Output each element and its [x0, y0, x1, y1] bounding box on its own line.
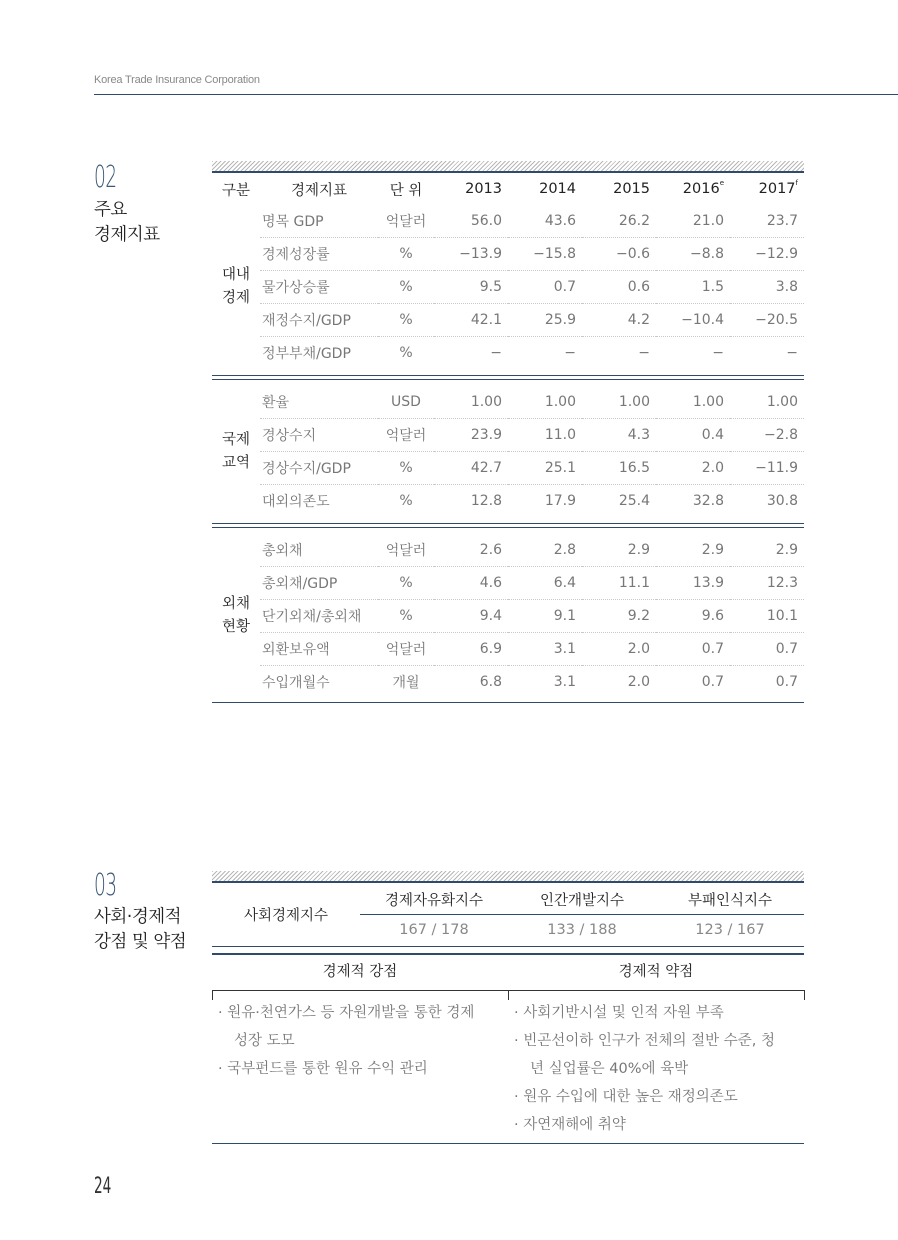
- indicator-value: 4.6: [434, 567, 508, 600]
- indicator-row: [212, 534, 804, 567]
- indicator-value: 1.5: [656, 271, 730, 304]
- col-year: 2016e: [682, 179, 724, 197]
- col-unit: 단 위: [389, 182, 423, 199]
- index-value: 167 / 178: [399, 922, 469, 938]
- indicator-unit: 억달러: [378, 534, 434, 567]
- weaknesses-title: 경제적 약점: [618, 964, 694, 980]
- indicator-row: [212, 666, 804, 699]
- indicator-value: 12.8: [470, 493, 502, 509]
- indicator-value: 0.7: [508, 271, 582, 304]
- indicator-name: 경제성장률: [260, 238, 378, 271]
- indicator-table: [212, 173, 804, 703]
- indicator-value: 25.4: [618, 493, 650, 509]
- indicator-value: 3.1: [553, 674, 576, 690]
- indicator-value: 2.0: [656, 452, 730, 485]
- indicator-name: 재정수지/GDP: [260, 304, 378, 337]
- col-category: 구분: [221, 182, 250, 199]
- indicator-value: 4.2: [582, 304, 656, 337]
- section2-title-line2: 경제지표: [94, 225, 160, 245]
- strengths-list: [218, 999, 488, 1083]
- indicator-row: [212, 485, 804, 518]
- weaknesse-item: · 자연재해에 취약: [514, 1117, 626, 1133]
- indicator-value: 6.9: [434, 633, 508, 666]
- col-year: 2014: [539, 181, 576, 197]
- indicator-value: 2.6: [434, 534, 508, 567]
- indicator-name: 외환보유액: [260, 633, 378, 666]
- indicator-value: 25.1: [508, 452, 582, 485]
- indicator-value: 23.9: [434, 419, 508, 452]
- indicator-name: 경상수지/GDP: [260, 452, 378, 485]
- indicator-row: [212, 304, 804, 337]
- section2-title-line1: 주요: [94, 200, 127, 220]
- indicator-value: 12.3: [730, 567, 804, 600]
- index-label: 사회경제지수: [243, 908, 329, 924]
- indicator-value: 56.0: [434, 205, 508, 238]
- indicator-value: 0.7: [775, 674, 798, 690]
- section2-number: 02: [94, 160, 117, 195]
- indicator-value: 4.3: [582, 419, 656, 452]
- header-org: Korea Trade Insurance Corporation: [94, 74, 260, 86]
- col-year: 2017$^f$: [758, 179, 798, 197]
- indicator-value: 2.9: [582, 534, 656, 567]
- indicator-unit: 억달러: [378, 419, 434, 452]
- index-name: 경제자유화지수: [360, 884, 508, 915]
- indicator-value: 3.8: [730, 271, 804, 304]
- indicator-name: 경상수지: [260, 419, 378, 452]
- indicator-value: −8.8: [656, 238, 730, 271]
- indicator-value: 0.4: [656, 419, 730, 452]
- indicator-value: −11.9: [730, 452, 804, 485]
- section3-title-line1: 사회·경제적: [94, 907, 182, 927]
- indicator-value: 6.4: [508, 567, 582, 600]
- indicator-value: 1.00: [434, 386, 508, 419]
- indicator-name: 물가상승률: [260, 271, 378, 304]
- indicator-value: 21.0: [656, 205, 730, 238]
- indicator-value: 10.1: [730, 600, 804, 633]
- indicator-value: 25.9: [508, 304, 582, 337]
- weaknesses-list: [514, 999, 784, 1139]
- indicator-value: 9.2: [582, 600, 656, 633]
- indicator-row: [212, 452, 804, 485]
- indicator-unit: %: [378, 600, 434, 633]
- indicator-name: 명목 GDP: [260, 205, 378, 238]
- indicator-value: 1.00: [508, 386, 582, 419]
- indicator-unit: 개월: [392, 675, 420, 691]
- indicator-value: 1.00: [656, 386, 730, 419]
- index-table-bottom-rule: [212, 946, 804, 947]
- index-table-top-rule: [212, 881, 804, 883]
- indicator-name: 단기외채/총외채: [260, 600, 378, 633]
- section3-number: 03: [94, 868, 117, 903]
- indicator-value: 26.2: [582, 205, 656, 238]
- col-indicator: 경제지표: [290, 182, 348, 199]
- sw-top-rule: [212, 953, 804, 955]
- index-table: [212, 884, 804, 945]
- indicator-row: [212, 238, 804, 271]
- indicator-value: 23.7: [730, 205, 804, 238]
- indicator-value: −12.9: [730, 238, 804, 271]
- group-label: 대내 경제: [221, 267, 250, 306]
- section3-title: [94, 905, 186, 955]
- indicator-value: 9.1: [508, 600, 582, 633]
- page-number: 24: [94, 1174, 112, 1199]
- indicator-unit: %: [378, 304, 434, 337]
- header-rule: [94, 94, 898, 95]
- indicator-row: [212, 337, 804, 370]
- indicator-name: 대외의존도: [262, 494, 330, 510]
- indicator-name: 총외채: [260, 534, 378, 567]
- indicator-value: −: [638, 345, 650, 361]
- indicator-value: 1.00: [582, 386, 656, 419]
- weaknesse-item: · 사회기반시설 및 인적 자원 부족: [514, 1005, 724, 1021]
- indicator-value: −13.9: [434, 238, 508, 271]
- indicator-row: [212, 386, 804, 419]
- strength-item: · 국부펀드를 통한 원유 수익 관리: [218, 1061, 428, 1077]
- indicator-value: 2.9: [656, 534, 730, 567]
- indicator-row: [212, 271, 804, 304]
- indicator-value: −15.8: [508, 238, 582, 271]
- sw-bottom-rule: [212, 1143, 804, 1144]
- indicator-value: −: [564, 345, 576, 361]
- indicator-value: 0.7: [730, 633, 804, 666]
- indicator-name: 정부부채/GDP: [262, 346, 351, 362]
- indicator-unit: 억달러: [378, 633, 434, 666]
- indicator-unit: 억달러: [378, 205, 434, 238]
- indicator-value: 32.8: [692, 493, 724, 509]
- indicator-unit: %: [399, 345, 413, 361]
- index-name: 인간개발지수: [508, 884, 656, 915]
- index-name: 부패인식지수: [656, 884, 804, 915]
- indicator-value: 3.1: [508, 633, 582, 666]
- indicator-value: −: [490, 345, 502, 361]
- indicator-value: 43.6: [508, 205, 582, 238]
- weaknesse-item: · 빈곤선이하 인구가 전체의 절반 수준, 청년 실업률은 40%에 육박: [514, 1033, 775, 1077]
- indicator-row: [212, 419, 804, 452]
- indicator-value: −: [712, 345, 724, 361]
- indicator-value: 2.8: [508, 534, 582, 567]
- indicator-unit: USD: [378, 386, 434, 419]
- col-year: 2013: [465, 181, 502, 197]
- indicator-value: −2.8: [730, 419, 804, 452]
- indicator-value: 42.1: [434, 304, 508, 337]
- indicator-row: [212, 205, 804, 238]
- indicator-row: [212, 567, 804, 600]
- indicator-value: 11.0: [508, 419, 582, 452]
- indicator-header-row: [212, 173, 804, 205]
- indicator-value: −20.5: [730, 304, 804, 337]
- indicator-value: 9.6: [656, 600, 730, 633]
- section2-title: [94, 198, 160, 248]
- indicator-row: [212, 600, 804, 633]
- indicator-unit: %: [378, 567, 434, 600]
- indicator-value: 0.6: [582, 271, 656, 304]
- indicator-value: −0.6: [582, 238, 656, 271]
- indicator-value: 13.9: [656, 567, 730, 600]
- indicator-name: 환율: [260, 386, 378, 419]
- indicator-value: 16.5: [582, 452, 656, 485]
- strength-item: · 원유·천연가스 등 자원개발을 통한 경제성장 도모: [218, 1005, 475, 1049]
- col-year: 2015: [613, 181, 650, 197]
- indicator-unit: %: [399, 493, 413, 509]
- index-value: 133 / 188: [547, 922, 617, 938]
- indicator-value: 9.4: [434, 600, 508, 633]
- strengths-title: 경제적 강점: [322, 964, 398, 980]
- indicator-value: −: [786, 345, 798, 361]
- indicator-table-hatch: [212, 161, 804, 171]
- indicator-value: 0.7: [701, 674, 724, 690]
- indicator-row: [212, 633, 804, 666]
- group-label: 국제 교역: [221, 431, 250, 471]
- indicator-value: 2.0: [627, 674, 650, 690]
- indicator-value: 2.9: [730, 534, 804, 567]
- group-label: 외채 현황: [221, 596, 250, 635]
- indicator-value: 42.7: [434, 452, 508, 485]
- indicator-value: 30.8: [766, 493, 798, 509]
- index-value: 123 / 167: [695, 922, 765, 938]
- section3-title-line2: 강점 및 약점: [94, 932, 187, 952]
- indicator-value: 11.1: [582, 567, 656, 600]
- indicator-value: 9.5: [434, 271, 508, 304]
- indicator-name: 총외채/GDP: [260, 567, 378, 600]
- indicator-unit: %: [378, 238, 434, 271]
- indicator-unit: %: [378, 271, 434, 304]
- indicator-value: 17.9: [544, 493, 576, 509]
- indicator-unit: %: [378, 452, 434, 485]
- indicator-name: 수입개월수: [262, 675, 330, 691]
- indicator-value: −10.4: [656, 304, 730, 337]
- indicator-value: 6.8: [479, 674, 502, 690]
- indicator-value: 0.7: [656, 633, 730, 666]
- index-table-hatch: [212, 871, 804, 881]
- weaknesse-item: · 원유 수입에 대한 높은 재정의존도: [514, 1089, 738, 1105]
- indicator-value: 2.0: [582, 633, 656, 666]
- indicator-value: 1.00: [730, 386, 804, 419]
